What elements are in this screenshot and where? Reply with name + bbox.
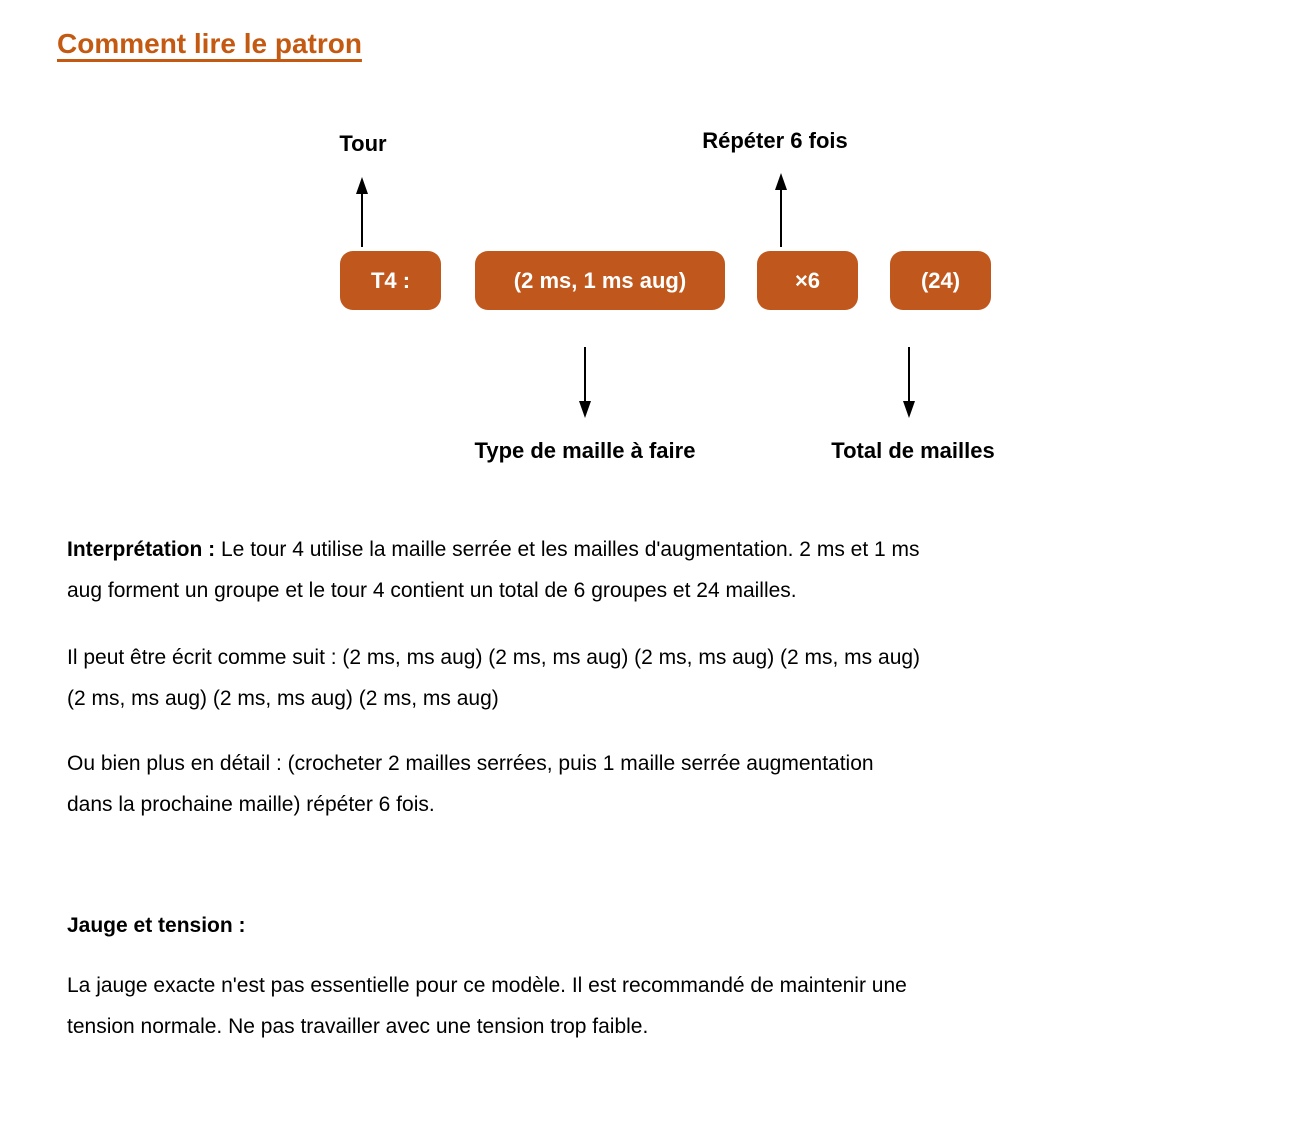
paragraph-line: aug forment un groupe et le tour 4 contient un total de 6 groupes et 24 mailles. [67,579,797,602]
paragraph-line: La jauge exacte n'est pas essentielle pour ce modèle. Il est recommandé de maintenir une [67,974,907,997]
paragraph-text: Le tour 4 utilise la maille serrée et les mailles d'augmentation. 2 ms et 1 ms [215,538,920,561]
up-arrow-icon [773,173,789,247]
down-arrow-icon [577,347,593,418]
interpretation-paragraph [67,529,1247,611]
paragraph-line [67,529,1247,570]
repeat-label: Répéter 6 fois [702,128,848,153]
paragraph-line: tension normale. Ne pas travailler avec une tension trop faible. [67,1015,649,1038]
round-number-box: T4 : [340,251,441,310]
stitch-total-label: Total de mailles [831,438,995,463]
gauge-heading: Jauge et tension : [67,914,246,937]
stitch-type-label: Type de maille à faire [474,438,696,463]
paragraph-line: Ou bien plus en détail : (crocheter 2 mailles serrées, puis 1 maille serrée augmentation [67,752,874,775]
paragraph-line: (2 ms, ms aug) (2 ms, ms aug) (2 ms, ms aug) [67,687,499,710]
paragraph-line: Il peut être écrit comme suit : (2 ms, ms aug) (2 ms, ms aug) (2 ms, ms aug) (2 ms, ms aug) [67,646,921,669]
tour-label: Tour [339,131,387,156]
stitch-group-box: (2 ms, 1 ms aug) [475,251,725,310]
gauge-paragraph [67,965,1247,1047]
down-arrow-icon [901,347,917,418]
repeat-count-box: ×6 [757,251,858,310]
written-form-paragraph [67,637,1247,719]
up-arrow-icon [354,177,370,247]
stitch-total-box: (24) [890,251,991,310]
detailed-form-paragraph [67,743,1247,825]
interpretation-lead: Interprétation : [67,538,216,561]
paragraph-line: dans la prochaine maille) répéter 6 fois. [67,793,435,816]
page-title: Comment lire le patron [57,28,362,59]
